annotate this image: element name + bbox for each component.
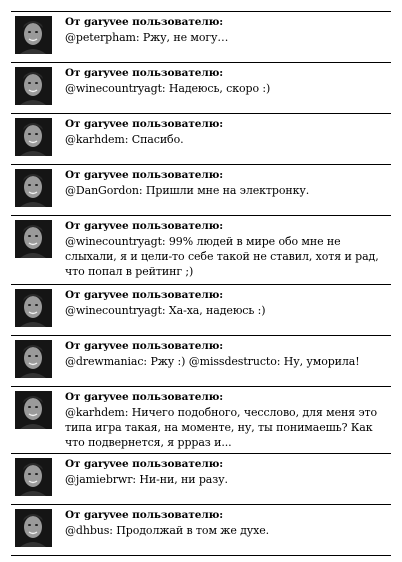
tweet-author: От garyvee пользователю: <box>65 169 224 181</box>
avatar[interactable] <box>15 340 52 378</box>
tweet-author: От garyvee пользователю: <box>65 340 224 352</box>
tweet-item <box>11 216 391 285</box>
tweet-author: От garyvee пользователю: <box>65 16 224 28</box>
tweet-author: От garyvee пользователю: <box>65 509 224 521</box>
tweet-item <box>11 63 391 114</box>
tweet-author: От garyvee пользователю: <box>65 458 224 470</box>
avatar[interactable] <box>15 289 52 327</box>
tweet-author: От garyvee пользователю: <box>65 118 224 130</box>
tweet-text: @jamiebrwr: Ни-ни, ни разу. <box>65 473 228 486</box>
tweet-item <box>11 285 391 336</box>
tweet-author: От garyvee пользователю: <box>65 289 224 301</box>
avatar[interactable] <box>15 458 52 496</box>
tweet-text: @winecountryagt: Надеюсь, скоро :) <box>65 82 271 95</box>
avatar[interactable] <box>15 118 52 156</box>
tweet-item <box>11 165 391 216</box>
avatar[interactable] <box>15 67 52 105</box>
tweet-author: От garyvee пользователю: <box>65 391 224 403</box>
avatar[interactable] <box>15 169 52 207</box>
tweet-item <box>11 505 391 556</box>
tweet-item <box>11 387 391 454</box>
tweet-text: @DanGordon: Пришли мне на электронку. <box>65 184 310 197</box>
tweet-text: @karhdem: Спасибо. <box>65 133 184 146</box>
avatar[interactable] <box>15 220 52 258</box>
tweet-text: @dhbus: Продолжай в том же духе. <box>65 524 270 537</box>
tweet-item <box>11 336 391 387</box>
avatar[interactable] <box>15 509 52 547</box>
tweet-text: @drewmaniac: Ржу :) @missdestructo: Ну, уморила! <box>65 355 360 368</box>
tweet-author: От garyvee пользователю: <box>65 220 224 232</box>
tweet-feed <box>11 11 391 556</box>
tweet-item <box>11 114 391 165</box>
tweet-text: @winecountryagt: Ха-ха, надеюсь :) <box>65 304 266 317</box>
tweet-text: @winecountryagt: 99% людей в мире обо мне не слыхали, я и цели-то себе такой не ставил, хотя и рад, что попал в рейтинг ;) <box>65 235 379 278</box>
tweet-item <box>11 454 391 505</box>
tweet-text: @karhdem: Ничего подобного, чесслово, для меня это типа игра такая, на моменте, ну, ты понимаешь? Как что подвернется, я ррраз и... <box>65 406 378 449</box>
avatar[interactable] <box>15 16 52 54</box>
tweet-author: От garyvee пользователю: <box>65 67 224 79</box>
tweet-text: @peterpham: Ржу, не могу… <box>65 31 229 44</box>
tweet-item <box>11 12 391 63</box>
avatar[interactable] <box>15 391 52 429</box>
